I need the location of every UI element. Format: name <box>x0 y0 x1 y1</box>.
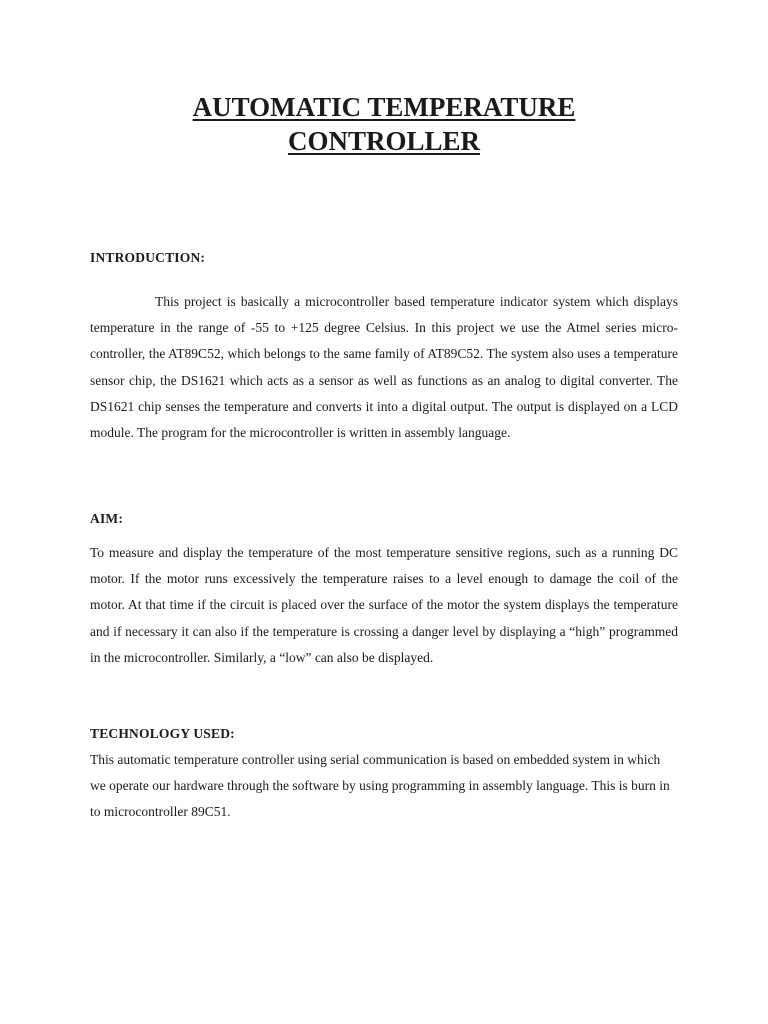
technology-heading: TECHNOLOGY USED: <box>90 726 235 741</box>
document-title <box>0 90 768 158</box>
title-line-1: AUTOMATIC TEMPERATURE <box>192 92 576 122</box>
technology-paragraph: This automatic temperature controller using serial communication is based on embedded system in which we operate our hardware through the software by using programming in assembly language. This is burn in to microcontroller 89C51. <box>90 752 670 820</box>
aim-paragraph: To measure and display the temperature of the most temperature sensitive regions, such as a running DC motor. If the motor runs excessively the temperature raises to a level enough to damage the coil of the motor. At that time if the circuit is placed over the surface of the motor the system displays the temperature and if necessary it can also if the temperature is crossing a danger level by displaying a “high” programmed in the microcontroller. Similarly, a “low” can also be displayed. <box>90 545 678 665</box>
aim-heading: AIM: <box>90 511 124 526</box>
title-line-2: CONTROLLER <box>287 126 481 156</box>
introduction-paragraph: This project is basically a microcontroller based temperature indicator system which displays temperature in the range of -55 to +125 degree Celsius. In this project we use the Atmel series micro- controller, the AT89C52, which belongs to the same family of AT89C52. The system also uses a temperature sensor chip, the DS1621 which acts as a sensor as well as functions as an analog to digital converter. The DS1621 chip senses the temperature and converts it into a digital output. The output is displayed on a LCD module. The program for the microcontroller is written in assembly language. <box>90 294 678 441</box>
introduction-heading: INTRODUCTION: <box>90 250 206 265</box>
